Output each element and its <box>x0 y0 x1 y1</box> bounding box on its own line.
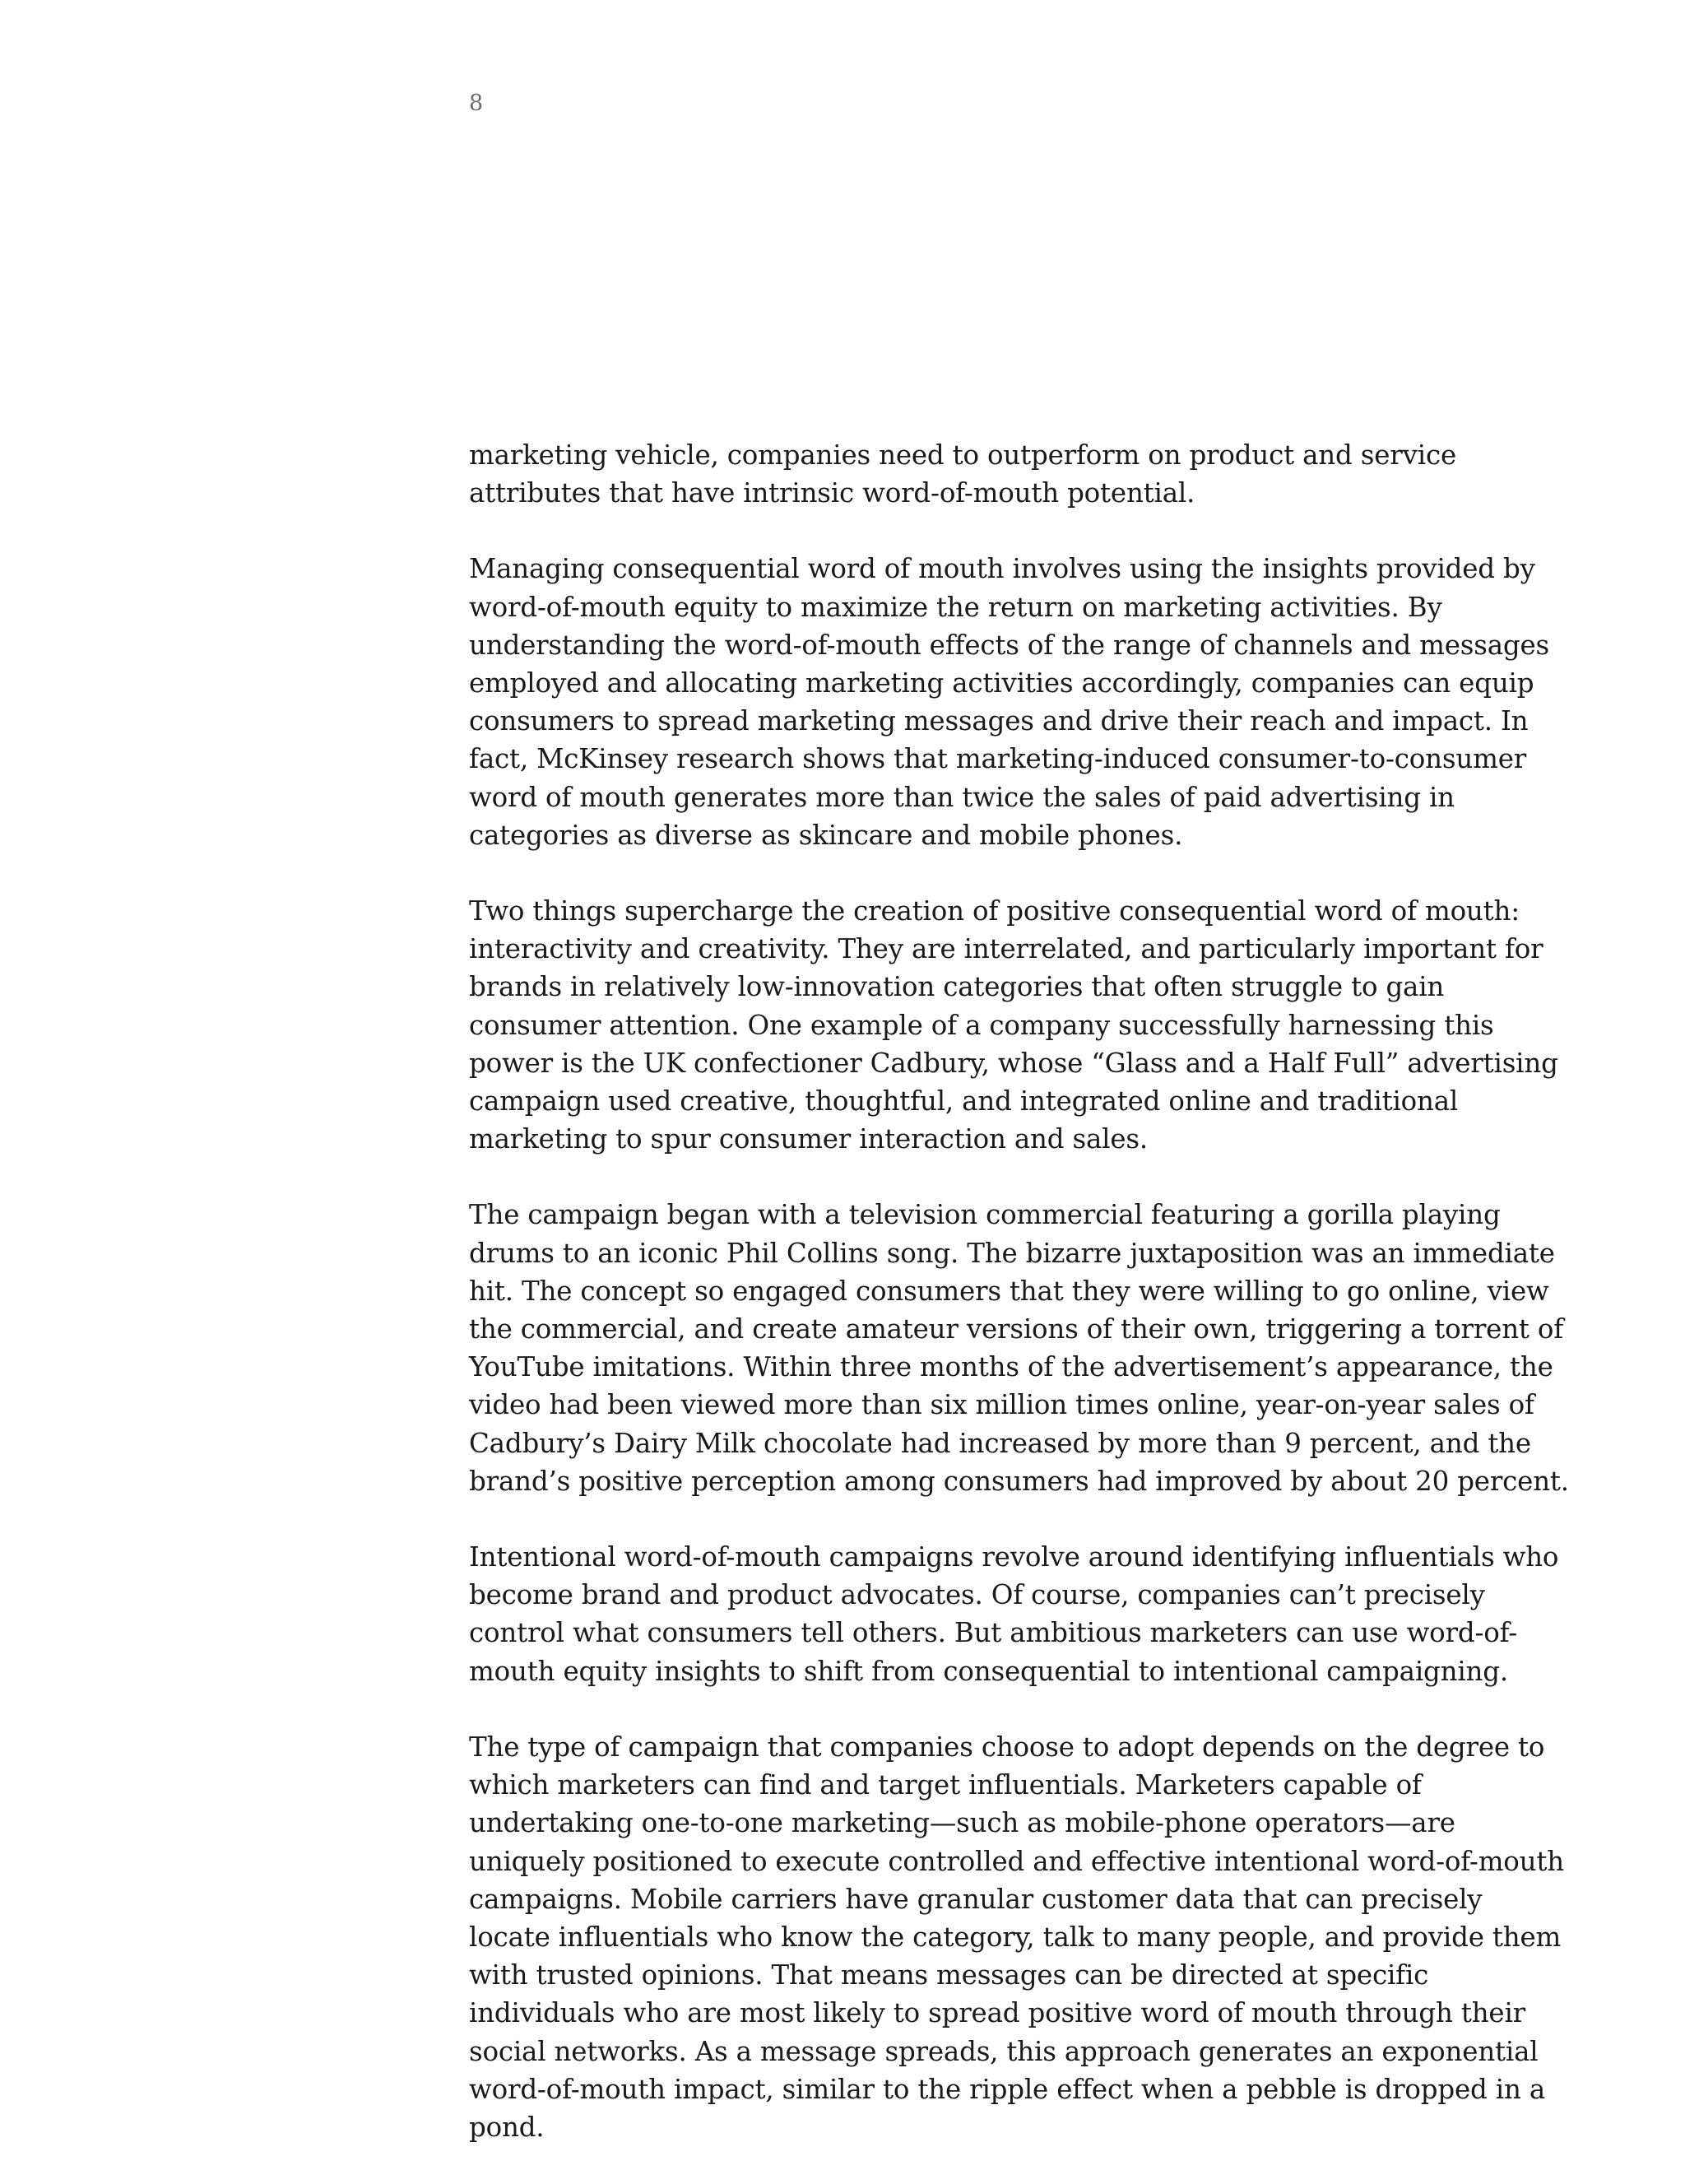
page-number: 8 <box>469 91 484 116</box>
paragraph-5: Intentional word-of-mouth campaigns revolve around identifying influentials who become brand and product advocates. Of course, companies can’t precisely control what consumers tell others. But ambitious marketers can use word-of-mouth equity insights to shift from consequential to intentional campaigning. <box>469 1541 1559 1687</box>
paragraph-3: Two things supercharge the creation of positive consequential word of mouth: interactivity and creativity. They are interrelated, and particularly important for brands in relatively low-innovation categories that often struggle to gain consumer attention. One example of a company successfully harnessing this power is the UK confectioner Cadbury, whose “Glass and a Half Full” advertising campaign used creative, thoughtful, and integrated online and traditional marketing to spur consumer interaction and sales. <box>469 895 1558 1155</box>
paragraph-6: The type of campaign that companies choose to adopt depends on the degree to which marketers can find and target influentials. Marketers capable of undertaking one-to-one marketing—such as mobile-phone operators—are uniquely positioned to execute controlled and effective intentional word-of-mouth campaigns. Mobile carriers have granular customer data that can precisely locate influentials who know the category, talk to many people, and provide them with trusted opinions. That means messages can be directed at specific individuals who are most likely to spread positive word of mouth through their social networks. As a message spreads, this approach generates an exponential word-of-mouth impact, similar to the ripple effect when a pebble is dropped in a pond. <box>469 1731 1564 2143</box>
paragraph-1: marketing vehicle, companies need to outperform on product and service attributes that have intrinsic word-of-mouth potential. <box>469 439 1456 509</box>
paragraph-2: Managing consequential word of mouth involves using the insights provided by word-of-mouth equity to maximize the return on marketing activities. By understanding the word-of-mouth effects of the range of channels and messages employed and allocating marketing activities accordingly, companies can equip consumers to spread marketing messages and drive their reach and impact. In fact, McKinsey research shows that marketing-induced consumer-to-consumer word of mouth generates more than twice the sales of paid advertising in categories as diverse as skincare and mobile phones. <box>469 553 1550 851</box>
paragraph-4: The campaign began with a television commercial featuring a gorilla playing drums to an iconic Phil Collins song. The bizarre juxtaposition was an immediate hit. The concept so engaged consumers that they were willing to go online, view the commercial, and create amateur versions of their own, triggering a torrent of YouTube imitations. Within three months of the advertisement’s appearance, the video had been viewed more than six million times online, year-on-year sales of Cadbury’s Dairy Milk chocolate had increased by more than 9 percent, and the brand’s positive perception among consumers had improved by about 20 percent. <box>469 1199 1569 1497</box>
article-body <box>469 436 1571 2184</box>
